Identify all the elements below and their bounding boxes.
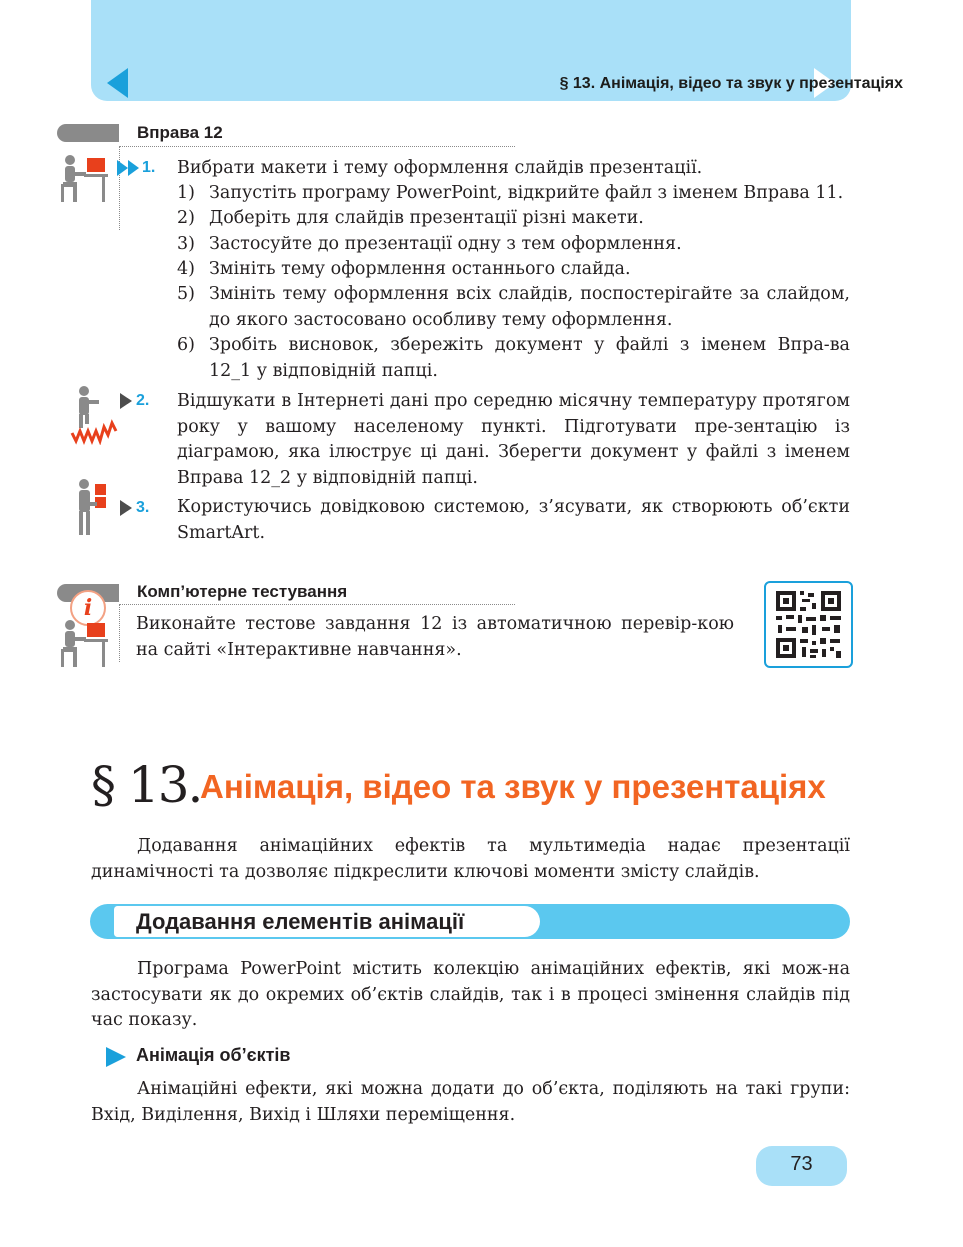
- task-3-text: Користуючись довідковою системою, з’ясувати, як створюють об’єкти SmartArt.: [177, 497, 850, 543]
- task-1-number: 1.: [142, 159, 156, 176]
- page-number: 73: [790, 1153, 813, 1175]
- section-text: Програма PowerPoint містить колекцію анімаційних ефектів, які мож-на застосувати як до окремих об’єктів слайдів, так і в процесі змінення слайдів під час показу.: [91, 959, 850, 1030]
- subsection-title: Анімація об’єктів: [136, 1045, 291, 1065]
- computer-test-icon: [58, 619, 110, 669]
- testing-text: Виконайте тестове завдання 12 із автоматичною перевір-кою на сайті «Інтерактивне навчання».: [136, 614, 734, 660]
- step-text: Зробіть висновок, збережіть документ у файлі з іменем Впра-ва 12_1 у відповідній папці.: [209, 335, 850, 381]
- step-number: 3): [177, 234, 195, 254]
- internet-search-icon: [70, 385, 120, 445]
- task-2-text: Відшукати в Інтернеті дані про середню місячну температуру протягом року у вашому населеному пункті. Підготувати пре-зентацію із діаграмою, яка ілюструє ці дані. Зберегти документ у файлі з іменем Вправа 12_2 у відповідній папці.: [177, 391, 850, 488]
- step-number: 5): [177, 284, 195, 304]
- running-title: § 13. Анімація, відео та звук у презентаціях: [559, 75, 903, 92]
- task-1-step: [177, 181, 850, 207]
- back-arrow-icon: [107, 68, 128, 98]
- research-icon: [74, 478, 110, 538]
- chapter-intro: Додавання анімаційних ефектів та мультимедіа надає презентації динамічності та дозволяє підкреслити ключові моменти змісту слайдів.: [91, 836, 850, 882]
- task-1-step: [177, 257, 850, 283]
- task-3-number: 3.: [136, 499, 150, 516]
- step-text: Застосуйте до презентації одну з тем оформлення.: [209, 234, 682, 254]
- task-1-step: [177, 232, 850, 258]
- task-2-number: 2.: [136, 392, 150, 409]
- task-2-arrow-icon: [120, 393, 132, 413]
- step-number: 6): [177, 335, 195, 355]
- step-number: 4): [177, 259, 195, 279]
- step-number: 2): [177, 208, 195, 228]
- subsection-arrow-icon: [106, 1047, 126, 1067]
- subsection-text: Анімаційні ефекти, які можна додати до об’єкта, поділяють на такі групи: Вхід, Виділення, Вихід і Шляхи переміщення.: [91, 1079, 850, 1125]
- testing-vertical-divider: [119, 604, 120, 662]
- exercise-vertical-divider: [119, 146, 120, 230]
- section-title: Додавання елементів анімації: [136, 909, 465, 934]
- step-text: Змініть тему оформлення всіх слайдів, поспостерігайте за слайдом, до якого застосовано особливу тему оформлення.: [209, 284, 850, 330]
- testing-divider: [120, 604, 515, 605]
- task-1-text: Вибрати макети і тему оформлення слайдів презентації.: [177, 158, 703, 178]
- testing-title: Комп’ютерне тестування: [137, 582, 348, 601]
- task-1-step: [177, 282, 850, 333]
- qr-code-icon[interactable]: [764, 581, 853, 668]
- chapter-mark: § 13.: [91, 756, 202, 814]
- exercise-divider: [120, 146, 515, 147]
- computer-work-icon: [58, 154, 110, 206]
- info-letter: i: [83, 595, 93, 621]
- step-text: Змініть тему оформлення останнього слайда.: [209, 259, 631, 279]
- task-3-arrow-icon: [120, 500, 132, 520]
- step-number: 1): [177, 183, 195, 203]
- task-1-step: [177, 333, 850, 384]
- exercise-tab-bar: [57, 124, 119, 142]
- exercise-title: Вправа 12: [137, 123, 223, 142]
- step-text: Доберіть для слайдів презентації різні макети.: [209, 208, 644, 228]
- chapter-title: Анімація, відео та звук у презентаціях: [200, 768, 826, 805]
- task-1-double-arrow-icon: [117, 160, 139, 180]
- step-text: Запустіть програму PowerPoint, відкрийте файл з іменем Вправа 11.: [209, 183, 844, 203]
- task-1-step: [177, 206, 850, 232]
